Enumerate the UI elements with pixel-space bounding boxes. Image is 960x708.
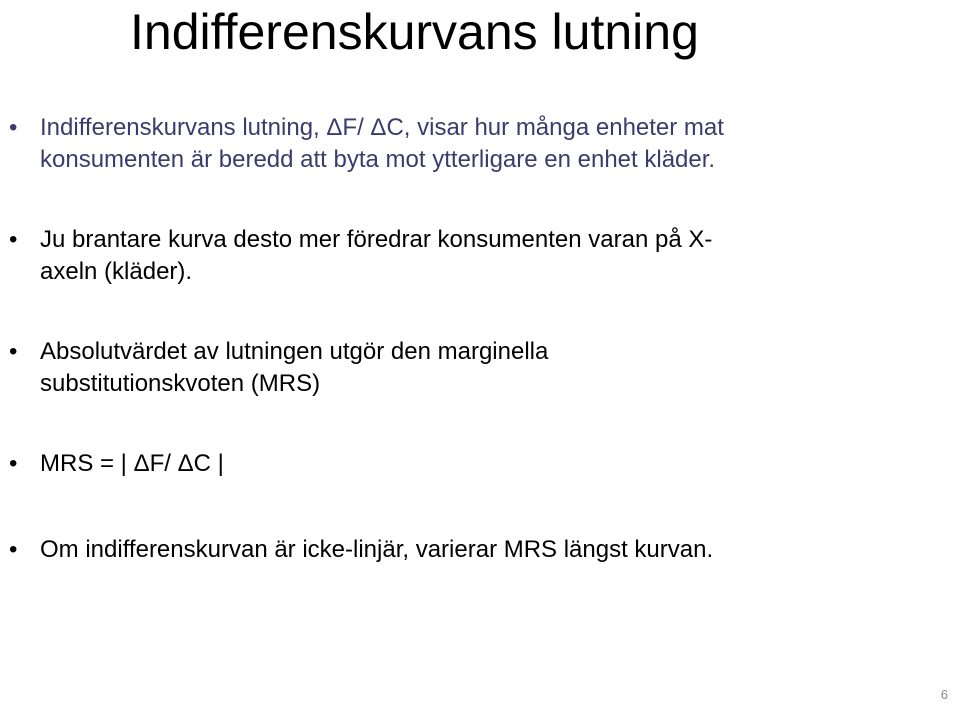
bullet-marker: • (9, 338, 18, 365)
bullet-text: MRS = | ΔF/ ΔC | (40, 450, 224, 477)
bullet-marker: • (9, 114, 18, 141)
slide-title: Indifferenskurvans lutning (130, 4, 699, 60)
bullet-text: Indifferenskurvans lutning, ΔF/ ΔC, visar hur många enheter mat konsumenten är beredd att byta mot ytterligare en enhet kläder. (40, 114, 724, 173)
bullet-text: Ju brantare kurva desto mer föredrar konsumenten varan på X- axeln (kläder). (40, 226, 713, 285)
bullet-marker: • (9, 226, 18, 253)
bullet-text: Om indifferenskurvan är icke-linjär, varierar MRS längst kurvan. (40, 536, 714, 563)
bullet-marker: • (9, 450, 18, 477)
bullet-text: Absolutvärdet av lutningen utgör den marginella substitutionskvoten (MRS) (40, 338, 549, 397)
bullet-marker: • (9, 536, 18, 563)
page-number: 6 (940, 687, 948, 702)
